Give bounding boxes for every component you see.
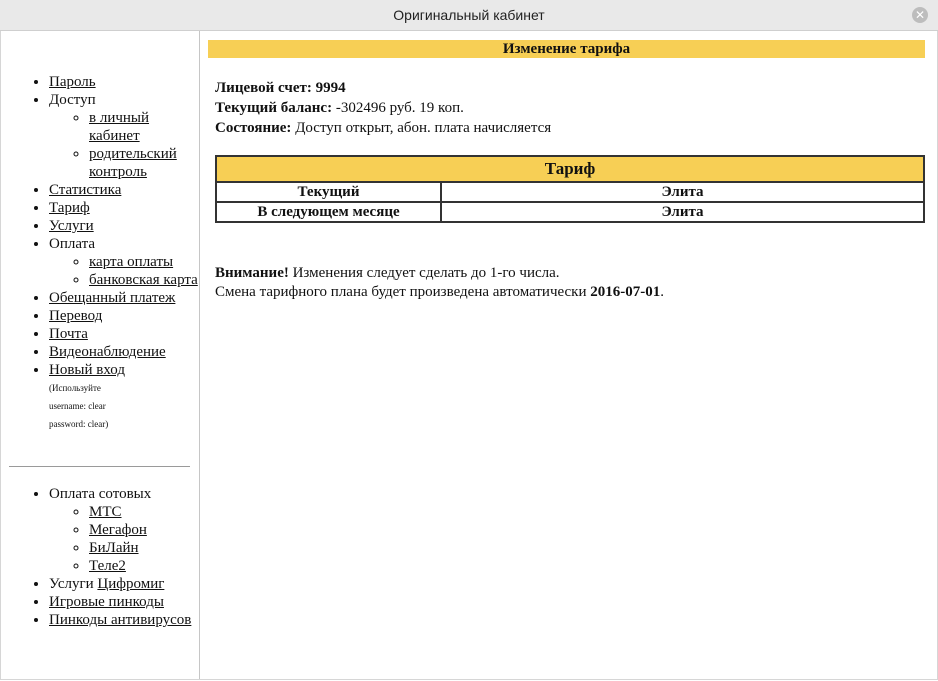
sidebar-item-9[interactable]	[49, 343, 199, 361]
sidebar-group-label: Доступ	[49, 92, 96, 108]
mobile-operator-link[interactable]: МТС	[89, 504, 122, 520]
balance-label: Текущий баланс:	[215, 100, 333, 116]
sidebar-submenu	[49, 109, 199, 181]
new-login-hint: (Используйте	[49, 383, 101, 393]
notice-line-2	[215, 283, 664, 302]
sidebar-link[interactable]: Новый вход	[49, 362, 125, 378]
sidebar-item-antivirus-pins	[49, 611, 199, 629]
tariff-row-label: В следующем месяце	[216, 202, 441, 222]
sidebar-link[interactable]: Пароль	[49, 74, 96, 90]
content-frame	[0, 31, 938, 680]
window-title: Оригинальный кабинет	[393, 7, 545, 23]
page-title: Изменение тарифа	[208, 40, 925, 58]
tariff-table-header: Тариф	[216, 156, 924, 182]
sidebar	[1, 31, 200, 679]
sidebar-subitem[interactable]	[89, 271, 199, 289]
sidebar-item-8[interactable]	[49, 325, 199, 343]
sidebar-item-2[interactable]	[49, 181, 199, 199]
mobile-operator-item[interactable]	[89, 557, 199, 575]
mobile-operators-list	[49, 503, 199, 575]
sidebar-link[interactable]: Видеонаблюдение	[49, 344, 166, 360]
notice-line2-prefix: Смена тарифного плана будет произведена автоматически	[215, 284, 587, 300]
mobile-payment-label: Оплата сотовых	[49, 486, 152, 502]
tariff-row-value: Элита	[441, 202, 924, 222]
notice-line2-suffix: .	[660, 284, 664, 300]
sidebar-main-menu	[9, 73, 199, 433]
notice-text: Изменения следует сделать до 1-го числа.	[292, 265, 560, 281]
sidebar-item-6[interactable]	[49, 289, 199, 307]
sidebar-sublink[interactable]: родительский контроль	[89, 146, 177, 180]
account-info	[215, 78, 551, 138]
status-value: Доступ открыт, абон. плата начисляется	[295, 120, 552, 136]
sidebar-link[interactable]: Почта	[49, 326, 88, 342]
account-label: Лицевой счет:	[215, 80, 312, 96]
tariff-row-value: Элита	[441, 182, 924, 202]
sidebar-item-0[interactable]	[49, 73, 199, 91]
tariff-row-label: Текущий	[216, 182, 441, 202]
sidebar-link[interactable]: Тариф	[49, 200, 90, 216]
antivirus-pins-link[interactable]: Пинкоды антивирусов	[49, 612, 192, 628]
sidebar-link[interactable]: Обещанный платеж	[49, 290, 176, 306]
sidebar-menu-list	[9, 73, 199, 433]
sidebar-link[interactable]: Статистика	[49, 182, 122, 198]
sidebar-subitem[interactable]	[89, 253, 199, 271]
mobile-operator-link[interactable]: Теле2	[89, 558, 126, 574]
cifromig-link[interactable]: Цифромиг	[97, 576, 165, 592]
notice-date: 2016-07-01	[590, 284, 661, 300]
table-row	[216, 182, 924, 202]
window-titlebar	[0, 0, 938, 31]
sidebar-sublink[interactable]: карта оплаты	[89, 254, 174, 270]
balance-line	[215, 98, 551, 118]
status-line	[215, 118, 551, 138]
notice	[215, 264, 664, 302]
sidebar-item-1	[49, 91, 199, 181]
sidebar-item-7[interactable]	[49, 307, 199, 325]
mobile-operator-link[interactable]: БиЛайн	[89, 540, 139, 556]
sidebar-extra-menu	[9, 485, 199, 629]
account-value: 9994	[315, 80, 346, 96]
sidebar-item-4[interactable]	[49, 217, 199, 235]
sidebar-submenu	[49, 253, 199, 289]
new-login-hint: password: clear)	[49, 419, 109, 429]
sidebar-subitem[interactable]	[89, 109, 199, 145]
mobile-operator-item[interactable]	[89, 539, 199, 557]
game-pins-link[interactable]: Игровые пинкоды	[49, 594, 164, 610]
mobile-operator-item[interactable]	[89, 503, 199, 521]
new-login-hint: username: clear	[49, 401, 106, 411]
mobile-operator-link[interactable]: Мегафон	[89, 522, 147, 538]
status-label: Состояние:	[215, 120, 292, 136]
balance-value: -302496 руб. 19 коп.	[335, 100, 464, 116]
sidebar-item-3[interactable]	[49, 199, 199, 217]
sidebar-item-game-pins	[49, 593, 199, 611]
sidebar-subitem[interactable]	[89, 145, 199, 181]
mobile-operator-item[interactable]	[89, 521, 199, 539]
services-prefix: Услуги	[49, 576, 94, 592]
notice-strong: Внимание!	[215, 265, 289, 281]
tariff-table	[215, 155, 925, 223]
sidebar-item-mobile-payment	[49, 485, 199, 575]
close-icon[interactable]: ✕	[912, 7, 928, 23]
sidebar-item-services-cifromig	[49, 575, 199, 593]
sidebar-group-label: Оплата	[49, 236, 96, 252]
sidebar-sublink[interactable]: банковская карта	[89, 272, 198, 288]
table-row	[216, 202, 924, 222]
sidebar-link[interactable]: Перевод	[49, 308, 103, 324]
sidebar-item-5	[49, 235, 199, 289]
sidebar-item-10[interactable]	[49, 361, 199, 433]
sidebar-link[interactable]: Услуги	[49, 218, 94, 234]
account-line	[215, 78, 551, 98]
notice-line-1	[215, 264, 664, 283]
sidebar-extra-list	[9, 485, 199, 629]
sidebar-sublink[interactable]: в личный кабинет	[89, 110, 150, 144]
sidebar-divider	[9, 466, 190, 467]
